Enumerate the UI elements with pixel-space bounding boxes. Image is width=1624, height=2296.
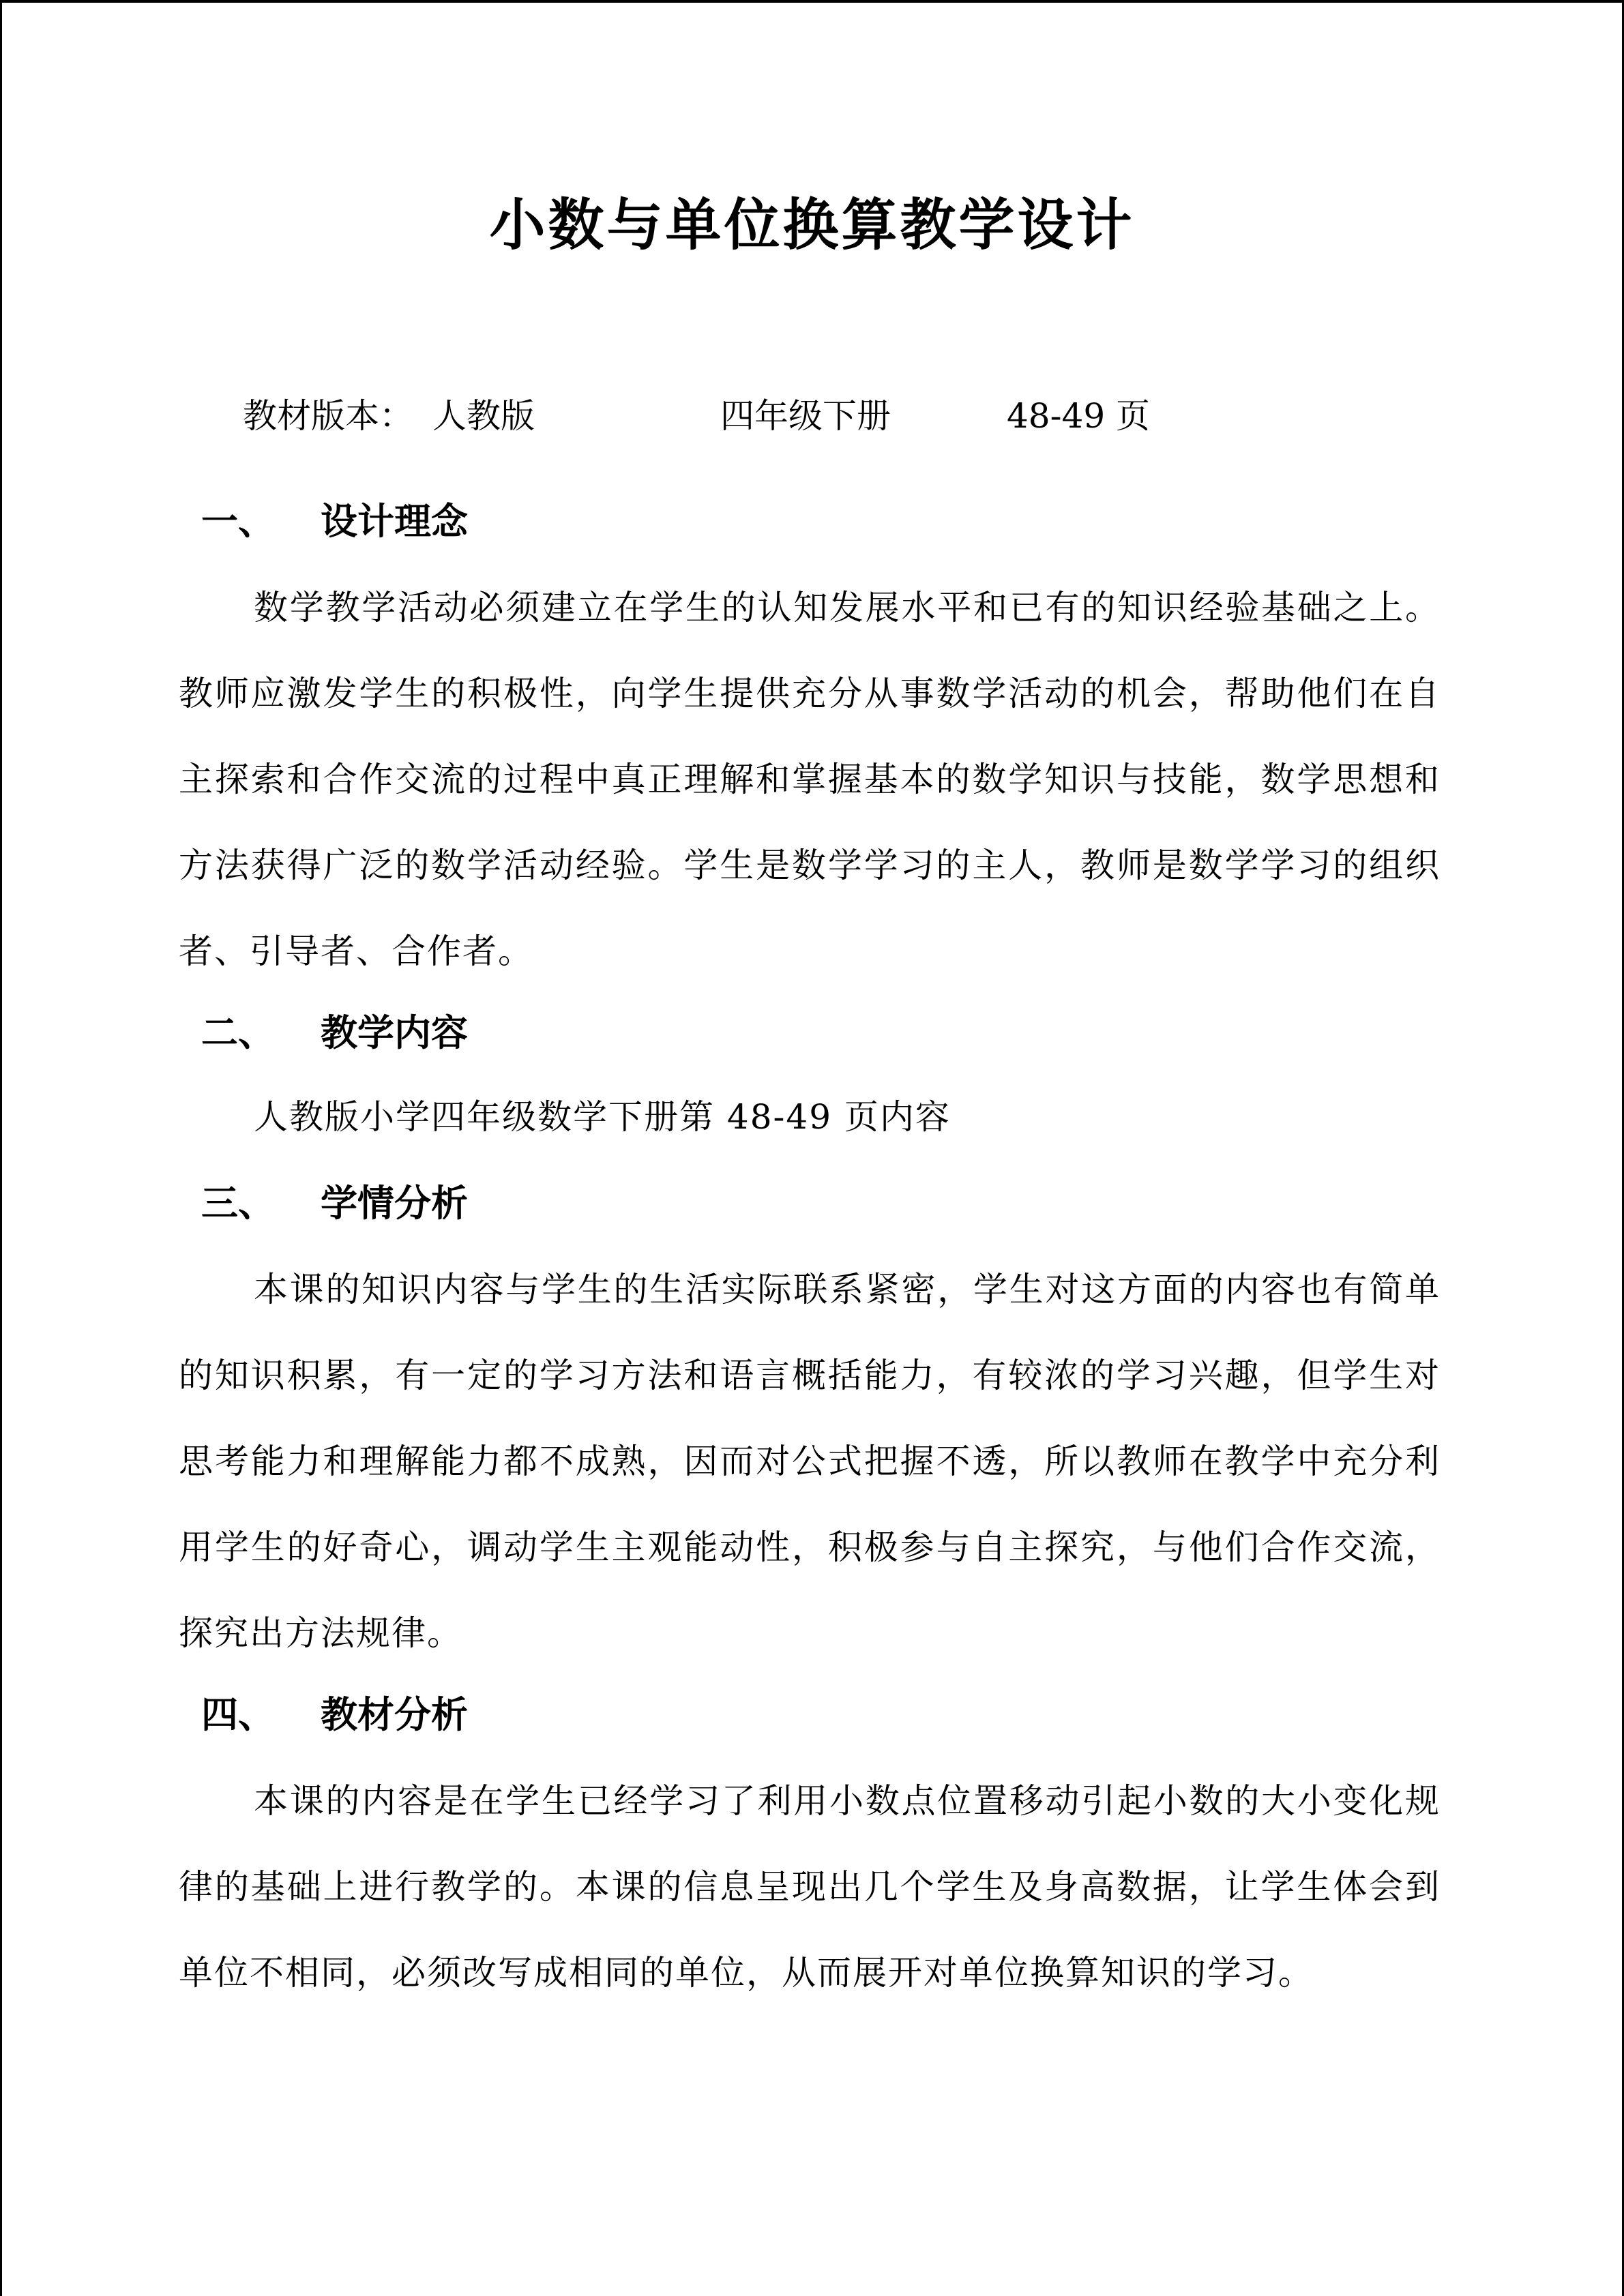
- textbook-label: 教材版本：: [243, 396, 413, 436]
- section-number: 一、: [201, 499, 275, 543]
- grade-text: 四年级下册: [720, 396, 891, 436]
- section-title: 教材分析: [321, 1693, 468, 1736]
- section-body-teaching-content: 人教版小学四年级数学下册第 48-49 页内容: [254, 1097, 951, 1137]
- document-title: 小数与单位换算教学设计: [489, 192, 1135, 258]
- section-number: 二、: [201, 1011, 275, 1054]
- section-title: 学情分析: [321, 1181, 468, 1225]
- section-body-textbook-analysis: 本课的内容是在学生已经学习了利用小数点位置移动引起小数的大小变化规律的基础上进行教学的。本课的信息呈现出几个学生及身高数据，让学生体会到单位不相同，必须改写成相同的单位，从而展开对单位换算知识的学习。: [179, 1781, 1441, 1993]
- section-number: 三、: [201, 1181, 275, 1225]
- section-body-design-concept: 数学教学活动必须建立在学生的认知发展水平和已有的知识经验基础之上。教师应激发学生的积极性，向学生提供充分从事数学活动的机会，帮助他们在自主探索和合作交流的过程中真正理解和掌握基本的数学知识与技能，数学思想和方法获得广泛的数学活动经验。学生是数学学习的主人，教师是数学学习的组织者、引导者、合作者。: [179, 588, 1441, 971]
- pages-text: 48-49 页: [1007, 396, 1151, 436]
- section-title: 教学内容: [321, 1011, 468, 1054]
- section-number: 四、: [201, 1693, 275, 1736]
- textbook-value: 人教版: [432, 396, 535, 436]
- section-title: 设计理念: [321, 499, 468, 543]
- section-body-student-analysis: 本课的知识内容与学生的生活实际联系紧密，学生对这方面的内容也有简单的知识积累，有一定的学习方法和语言概括能力，有较浓的学习兴趣，但学生对思考能力和理解能力都不成熟，因而对公式把握不透，所以教师在教学中充分利用学生的好奇心，调动学生主观能动性，积极参与自主探究，与他们合作交流，探究出方法规律。: [179, 1270, 1441, 1653]
